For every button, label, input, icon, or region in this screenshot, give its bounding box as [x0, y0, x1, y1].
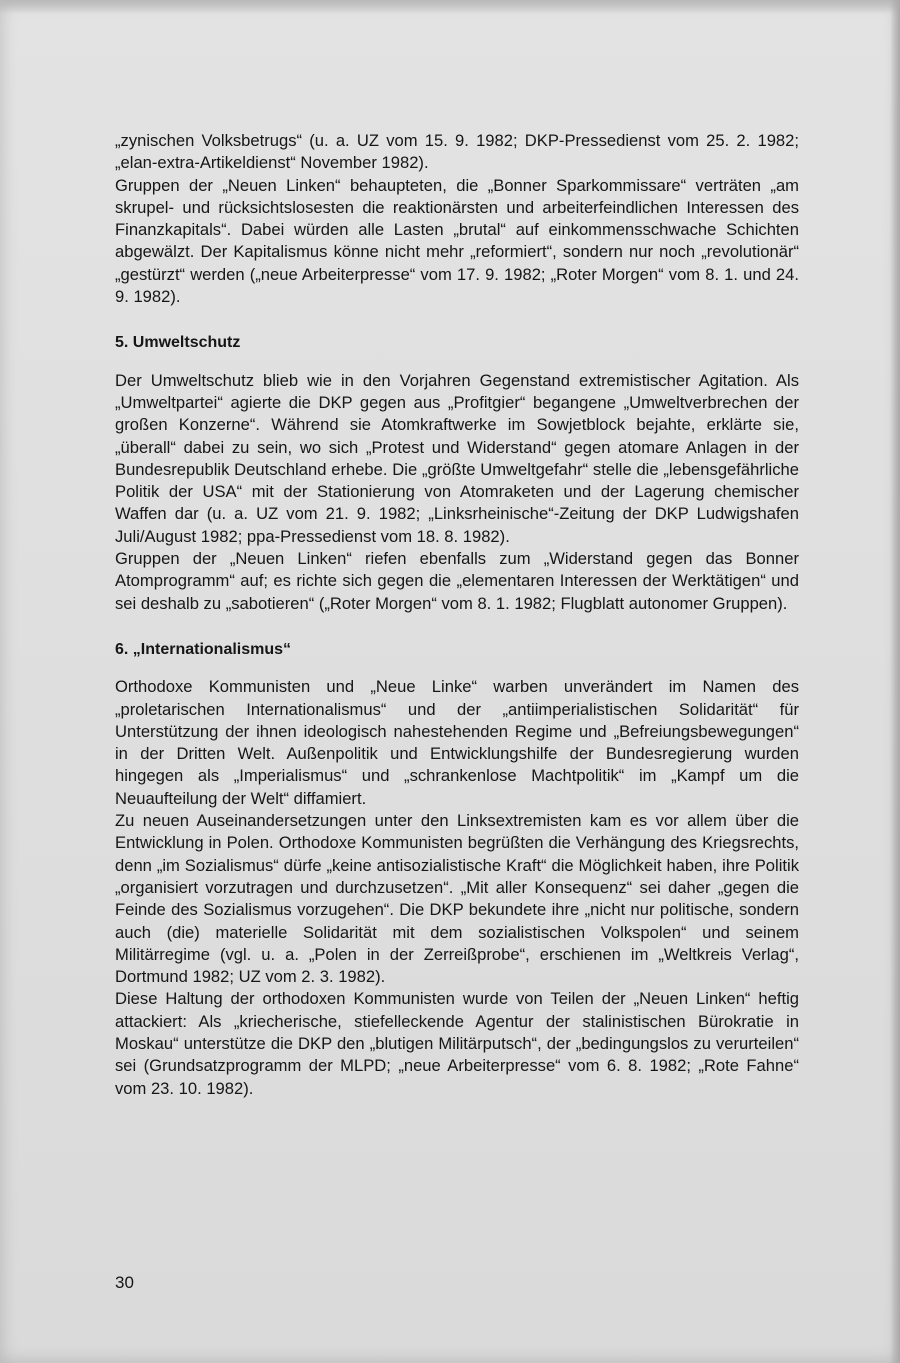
intro-paragraph: Gruppen der „Neuen Linken“ behaupteten, die „Bonner Sparkommissare“ verträten „am skrupel- und rücksichtslosesten die reaktionärsten und arbeiterfeindlichen Interessen des Finanzkapitals“. Dabei würden alle Lasten „brutal“ auf einkommensschwache Schichten abgewälzt. Der Kapitalismus könne nicht mehr „reformiert“, sondern nur noch „revolutionär“ „gestürzt“ werden („neue Arbeiterpresse“ vom 17. 9. 1982; „Roter Morgen“ vom 8. 1. und 24. 9. 1982). — [115, 175, 799, 307]
section5-paragraph: Der Umweltschutz blieb wie in den Vorjahren Gegenstand extremistischer Agitation. Als „Umweltpartei“ agierte die DKP gegen aus „Profitgier“ begangene „Umweltverbrechen der großen Konzerne“. Während sie Atomkraftwerke im Sowjetblock bejahte, erklärte sie, „überall“ dabei zu sein, wo sich „Protest und Widerstand“ gegen atomare Anlagen in der Bundesrepublik Deutschland erhebe. Die „größte Umweltgefahr“ stelle die „lebensgefährliche Politik der USA“ mit der Stationierung von Atomraketen und der Lagerung chemischer Waffen dar (u. a. UZ vom 21. 9. 1982; „Linksrheinische“-Zeitung der DKP Ludwigshafen Juli/August 1982; ppa-Pressedienst vom 18. 8. 1982). — [115, 370, 799, 546]
body-text — [115, 130, 799, 1100]
scan-shadow-right — [890, 0, 900, 1363]
scan-shadow-top — [0, 0, 900, 14]
page-number: 30 — [115, 1273, 134, 1292]
intro-paragraph: „zynischen Volksbetrugs“ (u. a. UZ vom 15. 9. 1982; DKP-Pressedienst vom 25. 2. 1982; „elan-extra-Artikeldienst“ November 1982). — [115, 131, 799, 173]
section5-paragraph: Gruppen der „Neuen Linken“ riefen ebenfalls zum „Widerstand gegen das Bonner Atomprogramm“ auf; es richte sich gegen die „elementaren Interessen der Werktätigen“ und sei deshalb zu „sabotieren“ („Roter Morgen“ vom 8. 1. 1982; Flugblatt autonomer Gruppen). — [115, 549, 799, 613]
section-heading-internationalismus: 6. „Internationalismus“ — [115, 640, 292, 658]
section6-paragraph: Orthodoxe Kommunisten und „Neue Linke“ warben unverändert im Namen des „proletarischen Internationalismus“ und der „antiimperialistischen Solidarität“ für Unterstützung der ihnen ideologisch nahestehenden Regime und „Befreiungsbewegungen“ in der Dritten Welt. Außenpolitik und Entwicklungshilfe der Bundesregierung wurden hingegen als „Imperialismus“ und „schrankenlose Machtpolitik“ im „Kampf um die Neuaufteilung der Welt“ diffamiert. — [115, 677, 799, 808]
section6-paragraph: Zu neuen Auseinandersetzungen unter den Linksextremisten kam es vor allem über die Entwicklung in Polen. Orthodoxe Kommunisten begrüßten die Verhängung des Kriegsrechts, denn „im Sozialismus“ dürfe „keine antisozialistische Kraft“ die Möglichkeit haben, ihre Politik „organisiert vorzutragen und durchzusetzen“. „Mit aller Konsequenz“ sei daher „gegen die Feinde des Sozialismus vorzugehen“. Die DKP bekundete ihre „nicht nur politische, sondern auch (die) materielle Solidarität mit dem sozialistischen Volkspolen“ und seinem Militärregime (vgl. u. a. „Polen in der Zerreißprobe“, erschienen im „Weltkreis Verlag“, Dortmund 1982; UZ vom 2. 3. 1982). — [115, 811, 799, 987]
section6-paragraph: Diese Haltung der orthodoxen Kommunisten wurde von Teilen der „Neuen Linken“ heftig attackiert: Als „kriecherische, stiefelleckende Agentur der stalinistischen Bürokratie in Moskau“ unterstütze die DKP den „blutigen Militärputsch“, der „bedingungslos zu verurteilen“ sei (Grundsatzprogramm der MLPD; „neue Arbeiterpresse“ vom 6. 8. 1982; „Rote Fahne“ vom 23. 10. 1982). — [115, 989, 799, 1098]
section-heading-umweltschutz: 5. Umweltschutz — [115, 334, 241, 352]
